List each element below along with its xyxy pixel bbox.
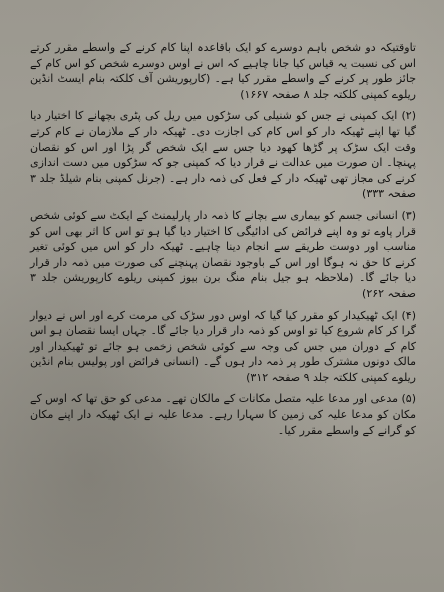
paragraph-intro: تاوقتیکہ دو شخص باہم دوسرے کو ایک باقاعدہ اپنا کام کرنے کے واسطے مقرر کرتے اس کی نسبت یہ قیاس کیا جانا چاہیے کہ اس نے اوس دوسرے شخص کو اس کام کے جائز طور پر کرنے کے واسطے مقرر کیا ہے۔ (کارپوریشن آف کلکتہ بنام ایسٹ انڈین ریلوے کمپنی کلکتہ جلد ۸ صفحہ ۱۶۶۷) [30,41,416,101]
paragraph-2: (۲) ایک کمپنی نے جس کو شنیلی کی سڑکوں میں ریل کی پٹری بچھانے کا اختیار دیا گیا تھا اپنے ٹھیکہ دار کو اس کام کی اجازت دی۔ ٹھیکہ دار کے ملازمان نے کام کرتے وقت ایک سڑک پر گڑھا کھود دیا جس سے ایک شخص گر پڑا اور اس کو نقصان پہنچا۔ ان صورت میں عدالت نے قرار دیا کہ کمپنی جو کہ سڑکوں میں دست اندازی کرنے کی مجاز تھی ٹھیکہ دار کے فعل کی ذمہ دار ہے۔ (جرنل کمپنی بنام شیلڈ جلد ۳ صفحہ ۳۳۳) [30,109,416,201]
paragraph-5: (۵) مدعی اور مدعا علیہ متصل مکانات کے مالکان تھے۔ مدعی کو حق تھا کہ اوس کے مکان کو مدعا علیہ کی زمین کا سہارا رہے۔ مدعا علیہ نے ایک ٹھیکہ دار اپنے مکان کو گرانے کے واسطے مقرر کیا۔ [30,392,416,437]
paragraph-4: (۴) ایک ٹھیکیدار کو مقرر کیا گیا کہ اوس دور سڑک کی مرمت کرے اور اس نے دیوار گرا کر کام شروع کیا تو اوس کو ذمہ دار قرار دیا جائے گا۔ جہاں ایسا نقصان ہو اس کام کے دوران میں جس کی وجہ سے کوئی شخص زخمی ہو جائے تو ٹھیکیدار اور مالک دونوں مشترک طور پر ذمہ دار ہوں گے۔ (انسانی فرائض اور پولیس بنام انڈین ریلوے کمپنی کلکتہ جلد ۹ صفحہ ۳۱۲) [30,308,416,384]
document-body [30,40,416,440]
paragraph-3: (۳) انسانی جسم کو بیماری سے بچانے کا ذمہ دار پارلیمنٹ کے ایکٹ سے کوئی شخص قرار پاوے تو وہ اپنے فرائض کی ادائیگی کا اختیار دیا گیا ہو تو اس کا اثر بھی اس کو مناسب اور دوست طریقے سے انجام دینا چاہیے۔ ٹھیکہ دار کو اس میں کوئی تغیر کرنے کا حق نہ ہوگا اور اس کے باوجود نقصان پہنچنے کی صورت میں ذمہ دار قرار دیا جائے گا۔ (ملاحظہ ہو جیل بنام منگ برن بیوز کمپنی ریلوے کارپوریشن جلد ۳ صفحہ ۲۶۲) [30,208,416,300]
